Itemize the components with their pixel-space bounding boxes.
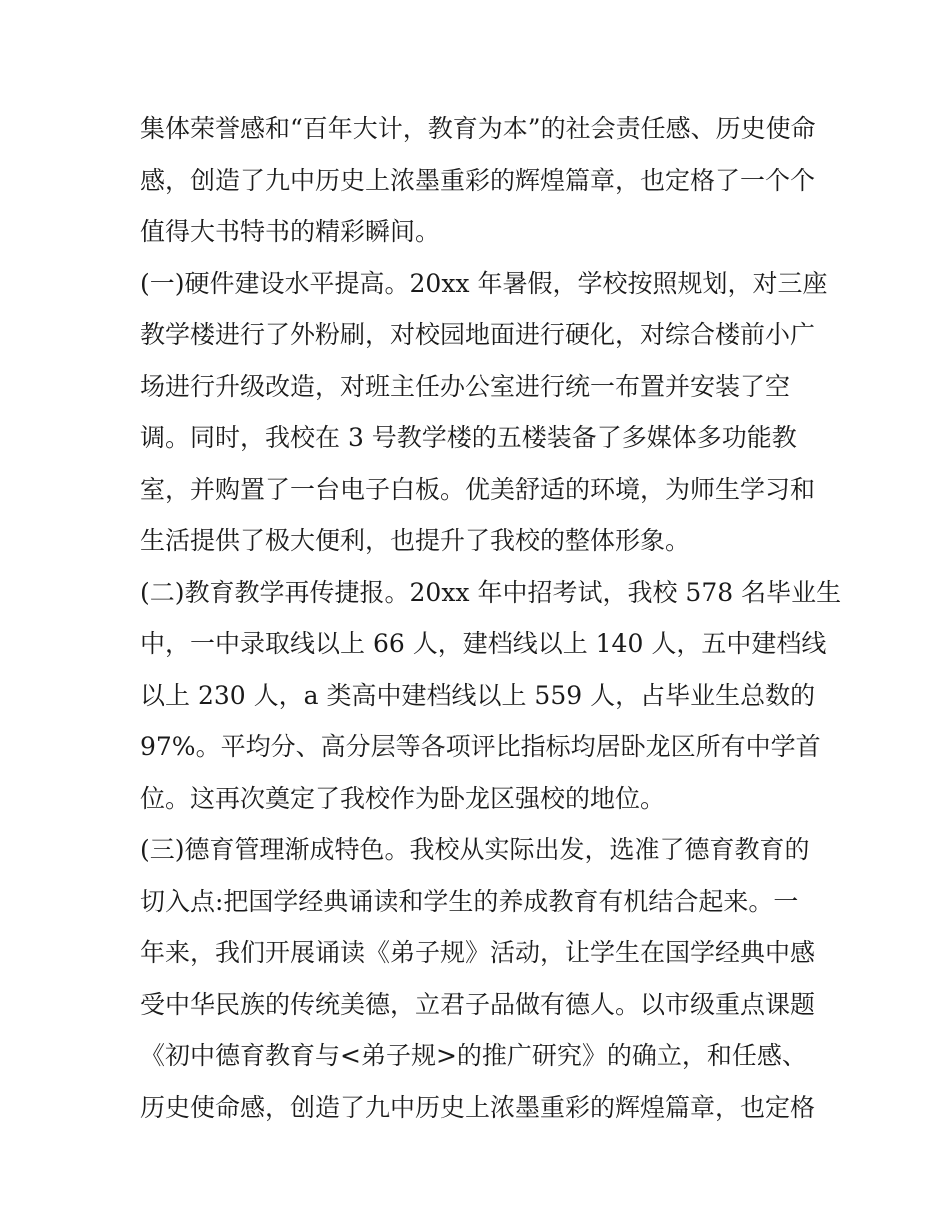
text-line: 97%。平均分、高分层等各项评比指标均居卧龙区所有中学首: [140, 732, 821, 761]
text-line: 生活提供了极大便利，也提升了我校的整体形象。: [140, 526, 691, 555]
text-line: (二)教育教学再传捷报。20xx 年中招考试，我校 578 名毕业生: [140, 577, 842, 607]
text-line: 切入点:把国学经典诵读和学生的养成教育有机结合起来。一: [140, 886, 799, 916]
text-line: 历史使命感，创造了九中历史上浓墨重彩的辉煌篇章，也定格: [140, 1092, 816, 1122]
text-line: 位。这再次奠定了我校作为卧龙区强校的地位。: [140, 783, 666, 813]
text-line: 集体荣誉感和“百年大计，教育为本”的社会责任感、历史使命: [140, 114, 816, 143]
text-line: 受中华民族的传统美德，立君子品做有德人。以市级重点课题: [140, 989, 816, 1019]
text-line: 室，并购置了一台电子白板。优美舒适的环境，为师生学习和: [140, 474, 816, 504]
text-line: 教学楼进行了外粉刷，对校园地面进行硬化，对综合楼前小广: [140, 320, 816, 349]
text-line: (三)德育管理渐成特色。我校从实际出发，选准了德育教育的: [140, 835, 810, 864]
text-line: 感，创造了九中历史上浓墨重彩的辉煌篇章，也定格了一个个: [140, 165, 816, 195]
text-line: 场进行升级改造，对班主任办公室进行统一布置并安装了空: [140, 371, 791, 401]
body-text: [140, 103, 842, 1133]
text-line: 调。同时，我校在 3 号教学楼的五楼装备了多媒体多功能教: [140, 423, 797, 452]
text-line: (一)硬件建设水平提高。20xx 年暑假，学校按照规划，对三座: [140, 268, 828, 298]
text-line: 以上 230 人，a 类高中建档线以上 559 人，占毕业生总数的: [140, 680, 816, 710]
text-line: 值得大书特书的精彩瞬间。: [140, 217, 441, 246]
text-line: 中，一中录取线以上 66 人，建档线以上 140 人，五中建档线: [140, 629, 827, 658]
text-line: 《初中德育教育与<弟子规>的推广研究》的确立，和任感、: [140, 1041, 807, 1070]
text-line: 年来，我们开展诵读《弟子规》活动，让学生在国学经典中感: [140, 938, 816, 967]
